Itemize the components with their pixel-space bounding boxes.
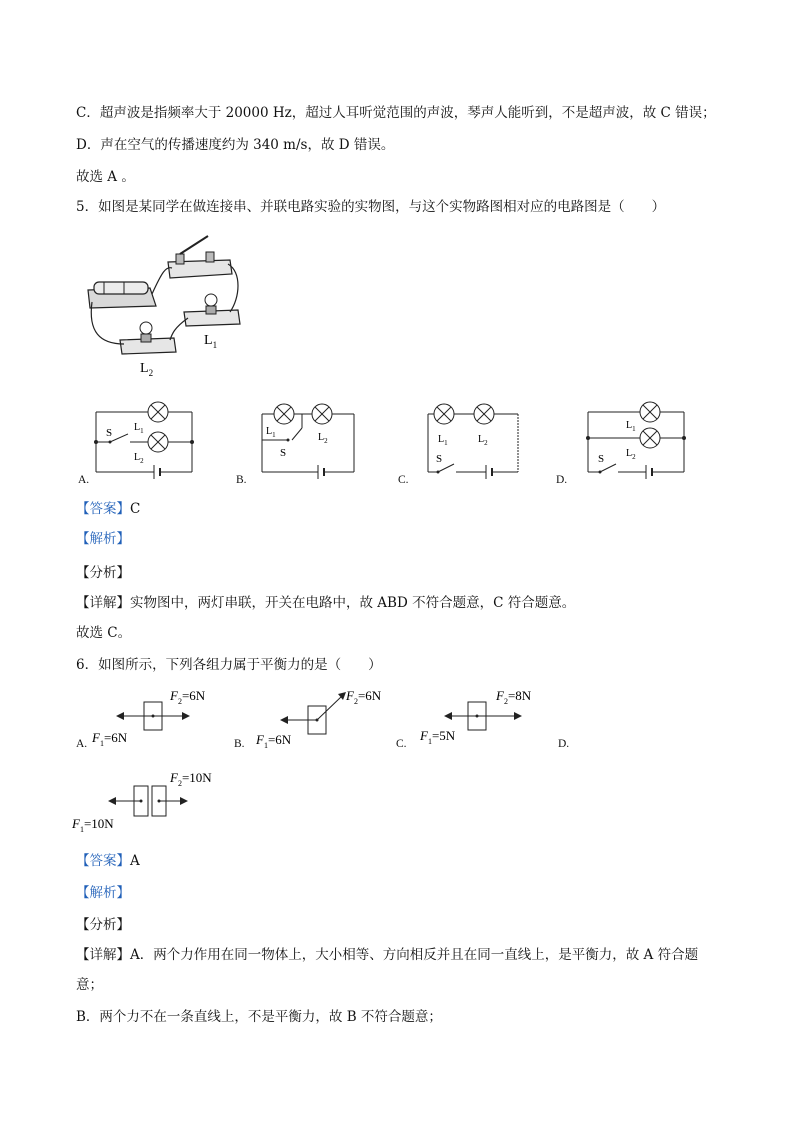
q6-option-c: C. xyxy=(396,738,407,750)
svg-text:S: S xyxy=(436,453,443,465)
svg-text:L1: $L_1$ xyxy=(266,426,276,439)
q5-apparatus-photo xyxy=(80,232,250,382)
q5-circuit-d xyxy=(588,398,688,478)
answer-d-explanation: D．声在空气的传播速度约为 340 m/s，故 D 错误。 xyxy=(76,137,395,153)
q6-force-c xyxy=(414,686,554,746)
svg-text:F2=10N: $F_2=10N$ xyxy=(170,770,212,788)
q6-force-d xyxy=(72,770,232,832)
q6-option-b: B. xyxy=(234,738,245,750)
detail-q6-continued: 意； xyxy=(76,977,103,993)
svg-text:S: S xyxy=(106,427,113,439)
choose-answer-q4: 故选 A 。 xyxy=(76,169,135,185)
svg-text:L1: $L_1$ xyxy=(134,422,144,435)
answer-c-explanation: C．超声波是指频率大于 20000 Hz，超过人耳听觉范围的声波，琴声人能听到，不是超声波，故 C 错误； xyxy=(76,105,716,121)
svg-text:F2=8N: $F_2=8N$ xyxy=(496,688,532,706)
detail-q5: 【详解】实物图中，两灯串联，开关在电路中，故 ABD 不符合题意，C 符合题意。 xyxy=(76,595,576,611)
svg-text:L2: $L_2$ xyxy=(134,452,144,465)
question-5: 5．如图是某同学在做连接串、并联电路实验的实物图，与这个实物路图相对应的电路图是（ ） xyxy=(76,199,666,215)
svg-text:L2: $L_2$ xyxy=(626,448,636,461)
svg-text:L1: $L_1$ xyxy=(438,434,448,447)
detail-q6: 【详解】A．两个力作用在同一物体上，大小相等、方向相反并且在同一直线上，是平衡力，故 A 符合题 xyxy=(76,947,699,963)
svg-text:F1=6N: $F_1=6N$ xyxy=(92,730,128,748)
l2-photo-label: $L_2$ xyxy=(140,361,154,378)
answer-b-explanation-q6: B．两个力不在一条直线上，不是平衡力，故 B 不符合题意； xyxy=(76,1009,442,1025)
svg-text:F1=6N: $F_1=6N$ xyxy=(256,732,292,750)
q6-force-b xyxy=(250,686,390,750)
q6-option-a: A. xyxy=(76,738,88,750)
analysis-heading-q6: 【解析】 xyxy=(76,885,130,901)
question-6: 6．如图所示，下列各组力属于平衡力的是（ ） xyxy=(76,657,382,673)
q6-force-a xyxy=(90,686,220,746)
svg-text:F1=10N: $F_1=10N$ xyxy=(72,816,114,834)
fenxi-heading-q5: 【分析】 xyxy=(76,565,130,581)
q5-option-d: D. xyxy=(556,474,568,486)
svg-text:F1=5N: $F_1=5N$ xyxy=(420,728,456,746)
svg-text:S: S xyxy=(598,453,605,465)
q6-option-d: D. xyxy=(558,738,570,750)
q5-circuit-c xyxy=(428,398,520,478)
l1-photo-label: $L_1$ xyxy=(204,333,218,350)
q5-option-c: C. xyxy=(398,474,409,486)
answer-q6: 【答案】A xyxy=(76,853,140,869)
q5-circuit-a xyxy=(94,398,194,478)
choose-answer-q5: 故选 C。 xyxy=(76,625,132,641)
answer-q5: 【答案】C xyxy=(76,501,141,517)
svg-text:S: S xyxy=(280,447,287,459)
q5-circuit-b xyxy=(262,398,358,478)
q5-option-b: B. xyxy=(236,474,247,486)
svg-text:F2=6N: $F_2=6N$ xyxy=(170,688,206,706)
svg-text:L2: $L_2$ xyxy=(478,434,488,447)
fenxi-heading-q6: 【分析】 xyxy=(76,917,130,933)
svg-text:L2: $L_2$ xyxy=(318,432,328,445)
svg-text:F2=6N: $F_2=6N$ xyxy=(346,688,382,706)
q5-option-a: A. xyxy=(78,474,90,486)
svg-text:L1: $L_1$ xyxy=(626,420,636,433)
analysis-heading-q5: 【解析】 xyxy=(76,531,130,547)
